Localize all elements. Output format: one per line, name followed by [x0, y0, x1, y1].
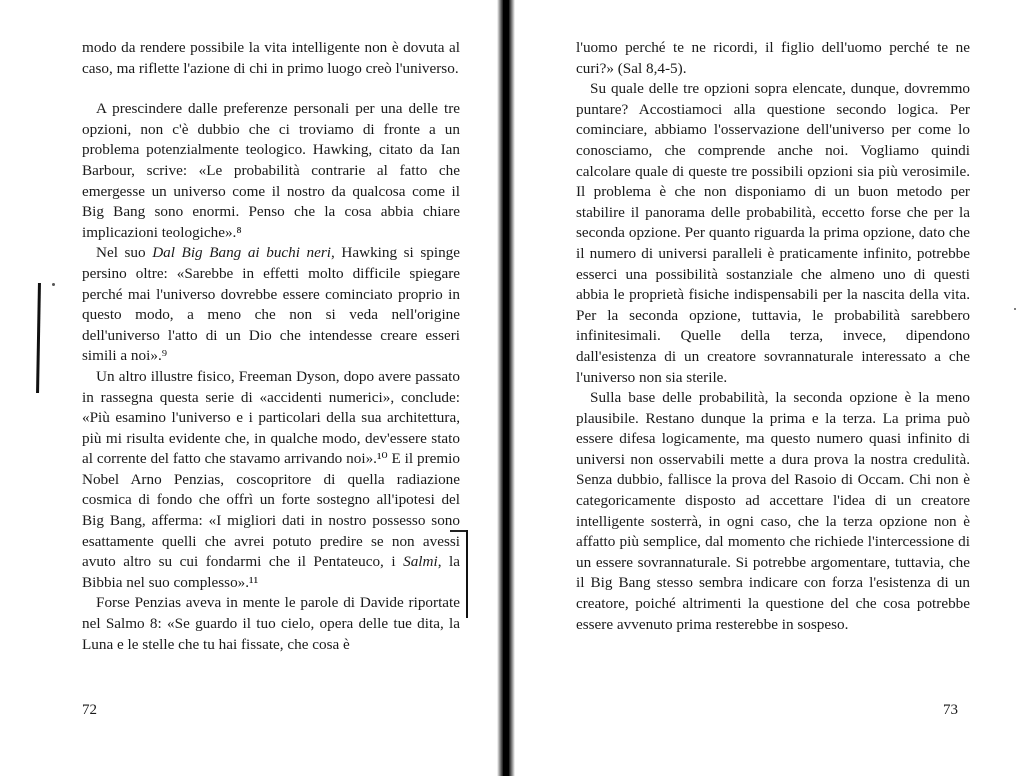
italic-text: Salmi [403, 553, 438, 571]
right-paragraph-2: Su quale delle tre opzioni sopra elencate, dunque, dovremmo puntare? Accostiamoci alla questione secondo logica. Per cominciare, abbiamo l'osservazione dell'universo per come lo conosciamo, che comprende anche noi. Vogliamo quindi calcolare quale di queste tre possibili opzioni sia più verosimile. Il problema è che non disponiamo di un buon metodo per stabilire il panorama delle probabilità, eccetto forse che per la seconda opzione. Per quanto riguarda la prima opzione, dato che il numero di universi paralleli è praticamente infinito, potrebbe esserci una possibilità sostanziale che almeno uno di questi abbia le proprietà fisiche indispensabili per la nascita della vita. Per la seconda opzione, tuttavia, le probabilità sarebbero infinitesimali. Quelle della terza, invece, dipendono dall'esistenza di un creatore sovrannaturale interessato a che l'universo non sia sterile. [576, 80, 970, 386]
speck [52, 283, 55, 286]
left-paragraph-2: A prescindere dalle preferenze personali per una delle tre opzioni, non c'è dubbio che ci troviamo di fronte a un problema potenzialmente teologico. Hawking, citato da Ian Barbour, scrive: «Le probabilità contrarie al fatto che emergesse un universo come il nostro da qualcosa come il Big Bang sono enormi. Penso che la cosa abbia chiare implicazioni teologiche».⁸ [82, 100, 460, 241]
left-paragraph-5: Forse Penzias aveva in mente le parole di Davide riportate nel Salmo 8: «Se guardo il tuo cielo, opera delle tue dita, la Luna e le stelle che tu hai fissate, che cosa è [82, 594, 460, 653]
page-number-right: 73 [943, 702, 958, 718]
right-paragraph-1: l'uomo perché te ne ricordi, il figlio dell'uomo perché te ne curi?» (Sal 8,4-5). [576, 39, 970, 77]
right-page [576, 38, 970, 635]
right-paragraph-3: Sulla base delle probabilità, la seconda opzione è la meno plausibile. Restano dunque la prima e la terza. La prima può essere difesa logicamente, ma questo numero quasi infinito di universi non osservabili mette a dura prova la nostra credulità. Senza dubbio, fallisce la prova del Rasoio di Occam. Chi non è categoricamente disposto ad accettare l'idea di un creatore intelligente sosterrà, in ogni caso, che la terza opzione non è affatto più semplice, dal momento che richiede l'intercessione di un essere sovrannaturale. Si potrebbe argomentare, tuttavia, che il Big Bang stesso sembra indicare con forza l'esistenza di un creatore, poiché altrimenti la questione del che cosa potrebbe essere avvenuto prima resterebbe in sospeso. [576, 389, 970, 633]
speck [1014, 308, 1016, 310]
left-paragraph-1: modo da rendere possibile la vita intelligente non è dovuta al caso, ma riflette l'azione di chi in primo luogo creò l'universo. [82, 39, 460, 77]
left-paragraph-3: Nel suo Dal Big Bang ai buchi neri, Hawking si spinge persino oltre: «Sarebbe in effetti molto difficile spiegare perché mai l'universo dovrebbe essere cominciato proprio in questo modo, a meno che non si veda nell'origine dell'universo l'atto di un Dio che intendesse creare esseri simili a noi».⁹ [82, 244, 460, 365]
book-spine [503, 0, 509, 776]
page-number-left: 72 [82, 702, 97, 718]
italic-text: Dal Big Bang ai buchi neri [152, 244, 332, 262]
left-paragraph-4: Un altro illustre fisico, Freeman Dyson, dopo avere passato in rassegna questa serie di «accidenti numerici», conclude: «Più esamino l'universo e i particolari della sua architettura, più mi risulta evidente che, in qualche modo, dev'essere stato al corrente del fatto che stavamo arrivando noi».¹⁰ E il premio Nobel Arno Penzias, coscopritore di quella radiazione cosmica di fondo che offrì un forte sostegno all'ipotesi del Big Bang, afferma: «I migliori dati in nostro possesso sono esattamente quelli che avrei potuto predire se non avessi avuto altro su cui fondarmi che il Pentateuco, i Salmi, la Bibbia nel suo complesso».¹¹ [82, 367, 460, 591]
left-page [82, 38, 460, 655]
margin-mark-left [36, 283, 41, 393]
margin-mark-right-bracket [466, 530, 468, 618]
